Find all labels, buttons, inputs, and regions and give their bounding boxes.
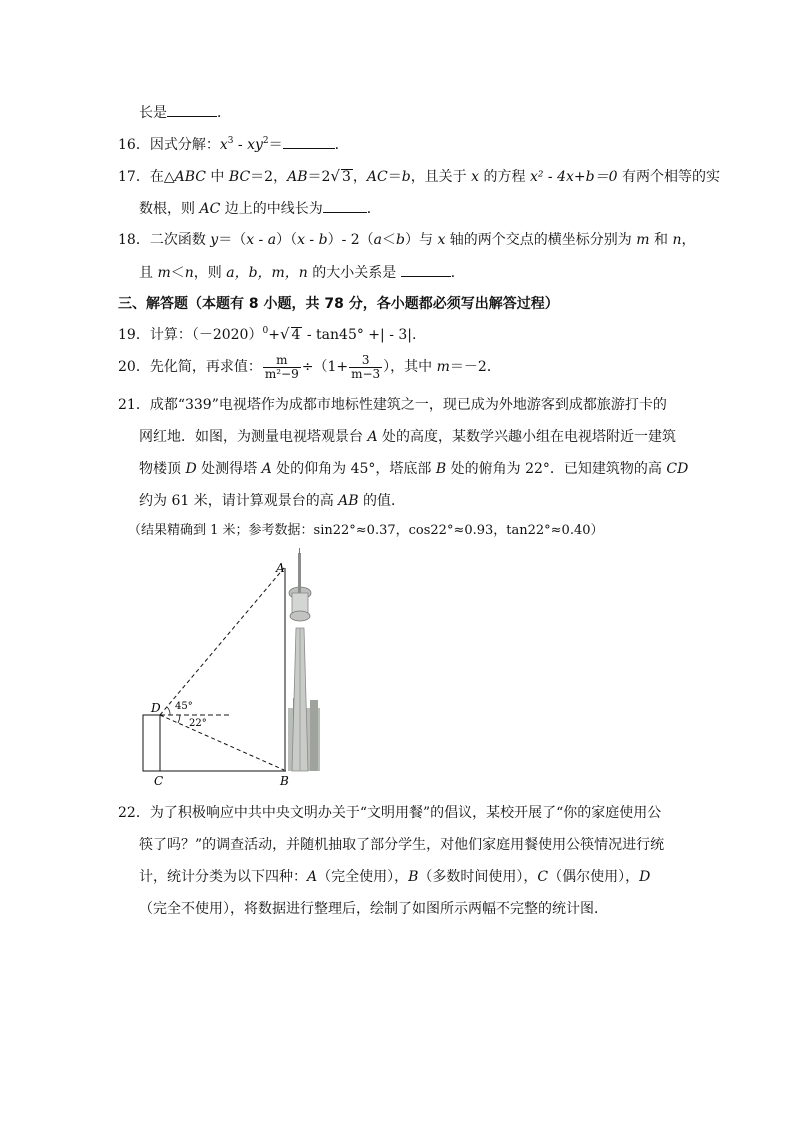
line-db bbox=[160, 715, 284, 770]
question-17-line2: 数根，则 AC 边上的中线长为 ． bbox=[139, 201, 381, 217]
question-22-line3: 计，统计分类为以下四种：A（完全使用），B（多数时间使用），C（偶尔使用），D bbox=[139, 869, 651, 885]
angle-arc-45 bbox=[167, 707, 170, 715]
answer-blank bbox=[323, 199, 367, 213]
question-22-line4: （完全不使用），将数据进行整理后，绘制了如图所示两幅不完整的统计图． bbox=[139, 901, 608, 917]
question-21-line3: 物楼顶 D 处测得塔 A 处的仰角为 45°，塔底部 B 处的俯角为 22°．已知建筑物的高 CD bbox=[139, 461, 689, 477]
label-d: D bbox=[151, 701, 161, 715]
building-rect bbox=[143, 715, 160, 771]
figure-svg bbox=[138, 548, 338, 788]
question-17-line1: 17．在△ABC 中 BC＝2，AB＝2√ 3 ，AC＝b，且关于 x 的方程 x² - 4x+b＝0 有两个相等的实 bbox=[118, 167, 720, 185]
label-angle-22: 22° bbox=[189, 718, 207, 729]
question-21-line1: 21．成都“339”电视塔作为成都市地标性建筑之一，现已成为外地游客到成都旅游打卡的 bbox=[118, 397, 667, 413]
answer-blank bbox=[283, 135, 335, 149]
label-angle-45: 45° bbox=[175, 701, 193, 712]
label-c: C bbox=[154, 774, 164, 788]
fraction: $\frac{m}{\text{m²−9}}$ bbox=[264, 352, 299, 381]
label-a: A bbox=[276, 561, 285, 575]
section-heading: 三、解答题（本题有 8 小题，共 78 分，各小题都必须写出解答过程） bbox=[118, 296, 559, 312]
line-da bbox=[160, 568, 284, 715]
answer-blank bbox=[401, 263, 451, 277]
tower-image bbox=[288, 548, 320, 771]
tower-figure bbox=[138, 548, 338, 788]
question-19: 19．计算：$(-2020)^0+√$ 4 - tan45° +| - 3|. bbox=[118, 325, 417, 343]
q15-tail: 长是 ． bbox=[139, 105, 231, 121]
angle-arc-22 bbox=[178, 715, 180, 723]
question-18-line2: 且 m＜n，则 a，b，m，n 的大小关系是 ． bbox=[139, 265, 465, 281]
question-16: 16．因式分解：$x^3 - xy^2=$ ． bbox=[118, 136, 349, 153]
question-22-line2: 筷了吗？”的调查活动，并随机抽取了部分学生，对他们家庭用餐使用公筷情况进行统 bbox=[139, 837, 665, 853]
question-20: 20．先化简，再求值： $\frac{m}{\text{m²−9}}$ ÷（1+ $\frac{3}{m-3}$ ），其中 m＝－2． bbox=[118, 352, 501, 381]
fraction: $\frac{3}{m-3}$ bbox=[351, 352, 381, 381]
question-22-line1: 22．为了积极响应中共中央文明办关于“文明用餐”的倡议，某校开展了“你的家庭使用公 bbox=[118, 805, 662, 821]
question-21-line4: 约为 61 米，请计算观景台的高 AB 的值． bbox=[139, 493, 406, 509]
label-b: B bbox=[280, 774, 289, 788]
question-21-line2: 网红地．如图，为测量电视塔观景台 A 处的高度，某数学兴趣小组在电视塔附近一建筑 bbox=[139, 429, 677, 445]
answer-blank bbox=[167, 103, 217, 117]
question-21-note: （结果精确到 1 米；参考数据：sin22°≈0.37，cos22°≈0.93，tan22°≈0.40） bbox=[128, 523, 604, 538]
question-18-line1: 18．二次函数 y＝（x - a）（x - b）- 2（a＜b）与 x 轴的两个交点的横坐标分别为 m 和 n， bbox=[118, 232, 696, 248]
